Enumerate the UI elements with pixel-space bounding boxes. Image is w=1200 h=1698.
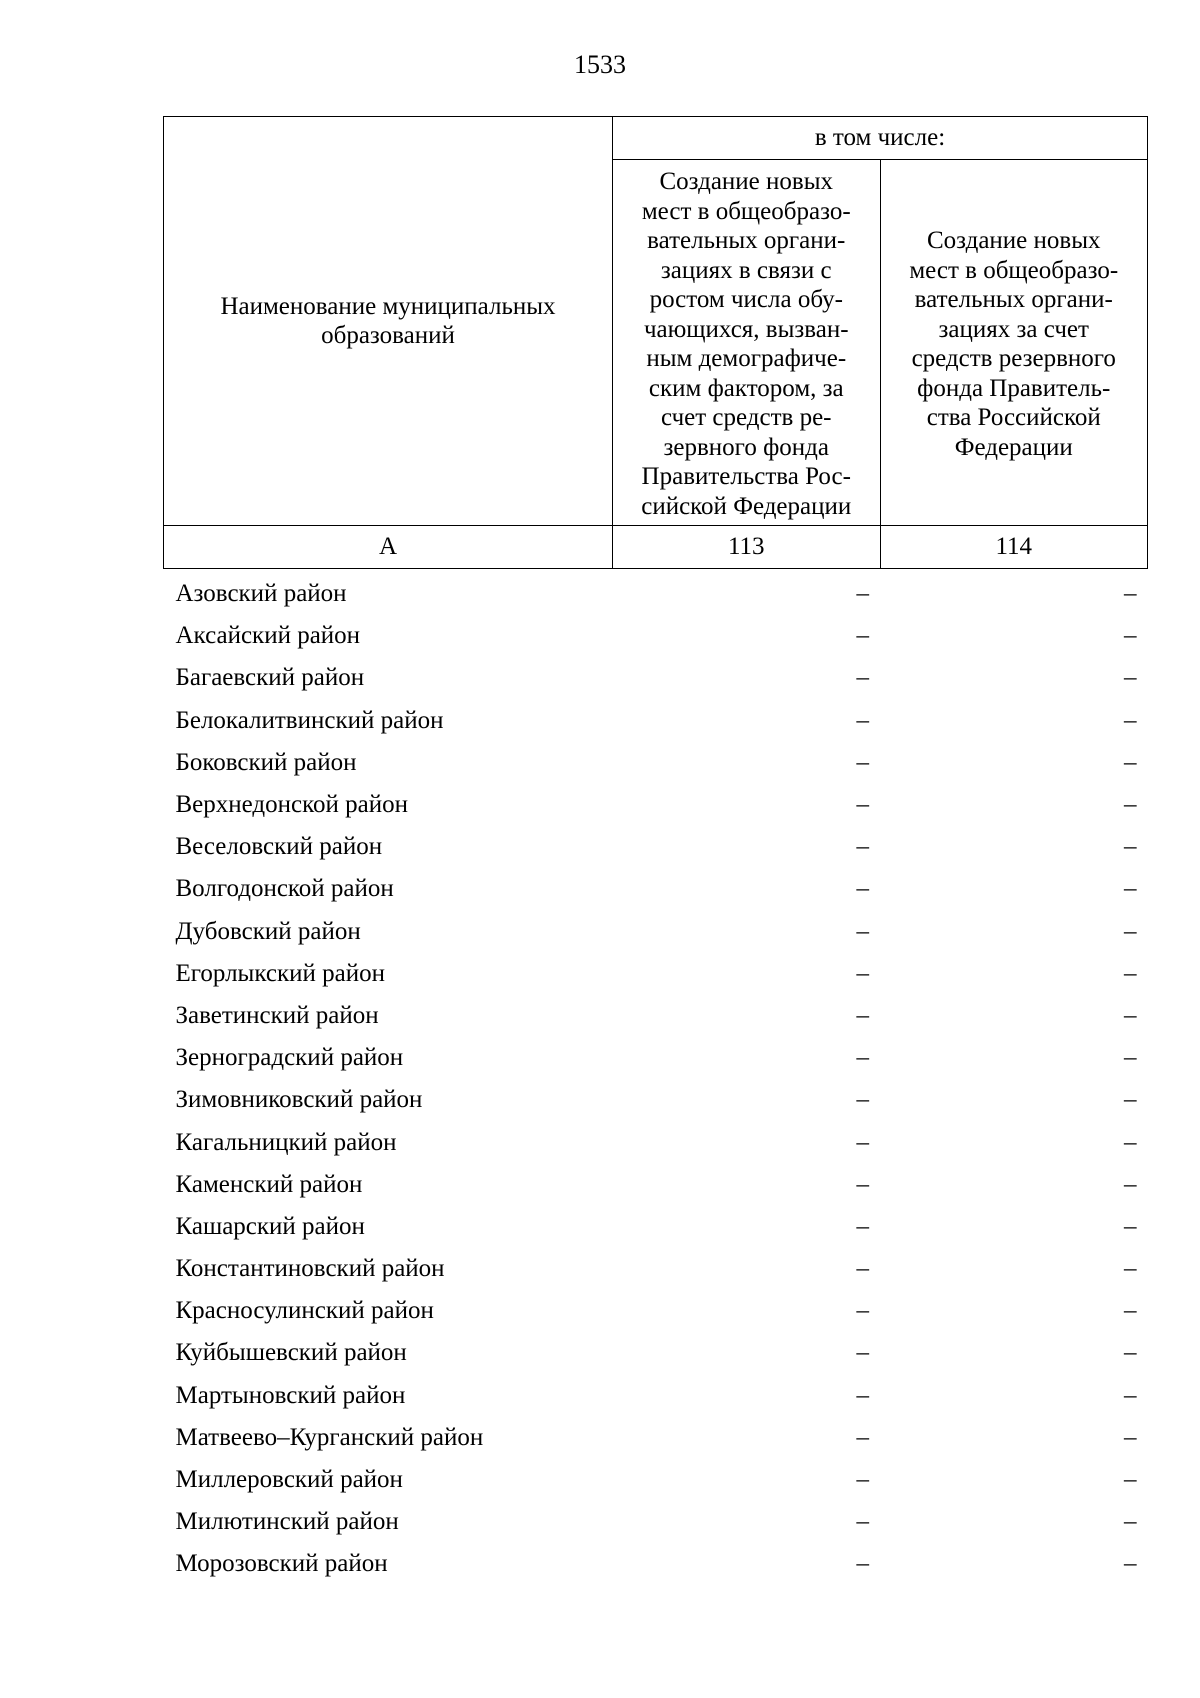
row-value-113: – [856,1170,869,1198]
row-name: Кагальницкий район [175,1128,397,1156]
row-value-114: – [1124,1550,1137,1578]
row-value-113: – [856,580,869,608]
row-value-113: – [856,706,869,734]
table-row [164,569,1148,616]
row-name: Заветинский район [175,1001,379,1029]
row-value-114: – [1124,706,1137,734]
row-value-113: – [856,833,869,861]
table-row [164,826,1148,868]
row-name: Азовский район [175,580,347,608]
row-value-113: – [856,1128,869,1156]
page-number: 1533 [574,50,626,79]
row-name: Волгодонской район [175,875,394,903]
row-value-113: – [856,959,869,987]
row-value-113: – [856,791,869,819]
table-row [164,742,1148,784]
column-header-113 [613,160,881,526]
row-value-114: – [1124,1297,1137,1325]
row-name: Верхнедонской район [175,791,408,819]
row-name: Миллеровский район [175,1466,403,1494]
row-value-114: – [1124,1255,1137,1283]
column-header-114-text: Создание новых мест в общеобразо- вательных органи- зациях за счет средств резервного фонда Правитель- ства Российской Федерации [909,227,1119,461]
row-value-114: – [1124,1381,1137,1409]
row-name: Милютинский район [175,1508,399,1536]
row-value-113: – [856,622,869,650]
table-row [164,953,1148,995]
table-body [164,569,1148,1586]
row-value-114: – [1124,580,1137,608]
row-value-114: – [1124,875,1137,903]
row-value-114: – [1124,1339,1137,1367]
row-value-114: – [1124,1423,1137,1451]
row-value-113: – [856,664,869,692]
row-value-113: – [856,1297,869,1325]
row-name: Багаевский район [175,664,365,692]
row-name: Зимовниковский район [175,1086,423,1114]
column-code-113: 113 [613,526,881,569]
table-row [164,1290,1148,1332]
row-value-114: – [1124,748,1137,776]
table-row [164,1501,1148,1543]
column-header-113-text: Создание новых мест в общеобразо- вательных органи- зациях в связи с ростом числа обу- чающихся, вызван- ным демографиче- ским фактором, за счет средств ре- зервного фонда Правительства Рос- сийской Федерации [641,168,852,520]
row-name: Каменский район [175,1170,363,1198]
table-row [164,1164,1148,1206]
column-header-name-text: Наименование муниципальных образований [220,292,556,349]
row-value-113: – [856,1044,869,1072]
table-row [164,700,1148,742]
row-value-113: – [856,1086,869,1114]
row-name: Кашарский район [175,1212,365,1240]
table-row [164,868,1148,910]
table-row [164,1079,1148,1121]
column-header-name [164,117,613,526]
row-name: Егорлыкский район [175,959,385,987]
row-name: Аксайский район [175,622,361,650]
row-name: Константиновский район [175,1255,445,1283]
column-group-header: в том числе: [613,117,1148,160]
row-value-114: – [1124,622,1137,650]
row-name: Красносулинский район [175,1297,434,1325]
table-row [164,1543,1148,1585]
row-name: Матвеево–Курганский район [175,1423,484,1451]
row-value-113: – [856,1423,869,1451]
row-value-114: – [1124,664,1137,692]
row-value-114: – [1124,1508,1137,1536]
row-value-113: – [856,1381,869,1409]
table-row [164,1206,1148,1248]
row-name: Веселовский район [175,833,383,861]
row-value-114: – [1124,833,1137,861]
row-value-113: – [856,748,869,776]
table-row [164,784,1148,826]
column-code-114: 114 [880,526,1148,569]
row-value-113: – [856,1001,869,1029]
table-row [164,1375,1148,1417]
row-value-114: – [1124,1001,1137,1029]
data-table [163,116,1148,1586]
row-name: Боковский район [175,748,357,776]
row-value-114: – [1124,1128,1137,1156]
row-value-114: – [1124,1466,1137,1494]
row-value-113: – [856,1212,869,1240]
table-row [164,1332,1148,1374]
row-value-113: – [856,1255,869,1283]
row-value-113: – [856,917,869,945]
row-value-114: – [1124,1086,1137,1114]
column-header-114 [880,160,1148,526]
row-value-113: – [856,1466,869,1494]
table-row [164,1121,1148,1163]
table-row [164,1248,1148,1290]
table-row [164,1417,1148,1459]
row-name: Дубовский район [175,917,361,945]
row-value-114: – [1124,959,1137,987]
row-value-113: – [856,1339,869,1367]
row-value-113: – [856,1508,869,1536]
row-value-114: – [1124,791,1137,819]
table-row [164,1037,1148,1079]
table-header [164,117,1148,569]
row-name: Куйбышевский район [175,1339,407,1367]
row-name: Морозовский район [175,1550,388,1578]
row-value-114: – [1124,1170,1137,1198]
row-name: Мартыновский район [175,1381,406,1409]
table-row [164,995,1148,1037]
table-row [164,1459,1148,1501]
row-value-114: – [1124,917,1137,945]
row-value-114: – [1124,1044,1137,1072]
row-name: Белокалитвинский район [175,706,444,734]
row-name: Зерноградский район [175,1044,404,1072]
table-row [164,657,1148,699]
table-row [164,911,1148,953]
row-value-113: – [856,875,869,903]
row-value-113: – [856,1550,869,1578]
column-code-name: А [164,526,613,569]
header-row-group [164,117,1148,160]
row-value-114: – [1124,1212,1137,1240]
header-row-codes [164,526,1148,569]
table-row [164,615,1148,657]
